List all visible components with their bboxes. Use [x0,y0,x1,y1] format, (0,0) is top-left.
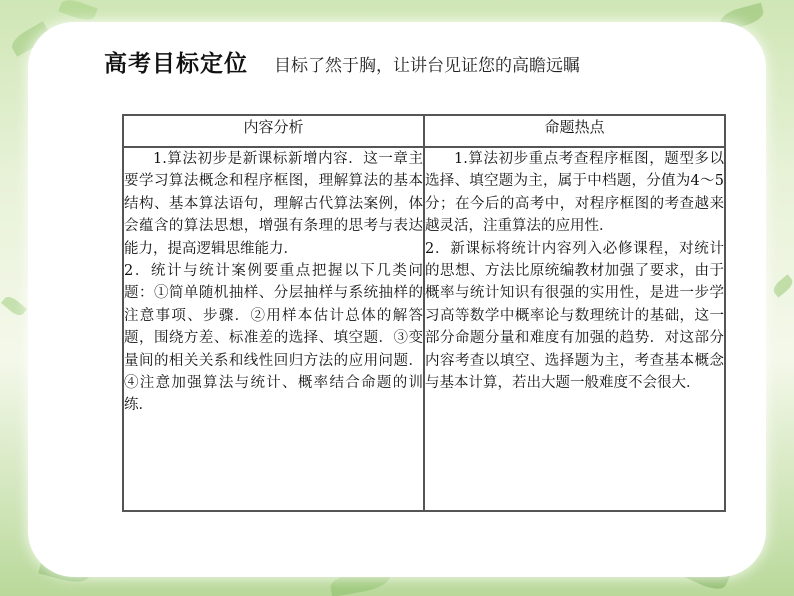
leaf-decoration [771,274,794,297]
table-header-row [123,115,725,147]
exam-hotspots-paragraph-1: 1.算法初步重点考查程序框图，题型多以选择、填空题为主，属于中档题，分值为4～5分；在今后的高考中，对程序框图的考查越来越灵活，注重算法的应用性． [425,151,724,235]
leaf-decoration [1,294,27,319]
page-subtitle: 目标了然于胸，让讲台见证您的高瞻远瞩 [274,56,580,76]
exam-hotspots-paragraph-2: 2．新课标将统计内容列入必修课程，对统计的思想、方法比原统编教材加强了要求，由于概率与统计知识有很强的实用性，是进一步学习高等数学中概率论与数理统计的基础，这一部分命题分量和难度有加强的趋势．对这部分内容考查以填空、选择题为主，考查基本概念与基本计算，若出大题一般难度不会很大． [425,240,724,392]
table-row [123,147,725,511]
page-title: 高考目标定位 [104,51,248,77]
exam-hotspots-cell [424,147,725,511]
page-header [104,45,580,79]
column-header-content-analysis: 内容分析 [123,115,424,147]
leaf-decoration [58,0,97,24]
column-header-exam-hotspots: 命题热点 [424,115,725,147]
analysis-table [122,114,726,512]
content-analysis-paragraph-1: 1.算法初步是新课标新增内容．这一章主要学习算法概念和程序框图，理解算法的基本结构、基本算法语句，理解古代算法案例，体会蕴含的算法思想，增强有条理的思考与表达能力，提高逻辑思维能力． [124,151,423,257]
content-analysis-cell [123,147,424,511]
content-analysis-paragraph-2: 2．统计与统计案例要重点把握以下几类问题：①简单随机抽样、分层抽样与系统抽样的注意事项、步骤．②用样本估计总体的解答题，围绕方差、标准差的选择、填空题．③变量间的相关关系和线性回归方法的应用问题．④注意加强算法与统计、概率结合命题的训练． [124,263,423,414]
